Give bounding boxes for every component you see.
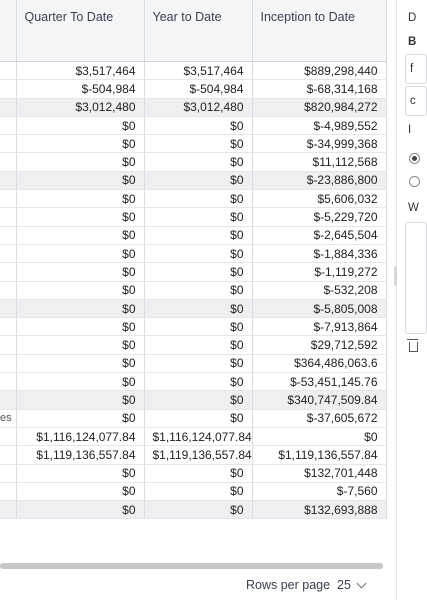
inception-to-date-cell: $889,298,440 bbox=[252, 62, 386, 80]
table-row[interactable] bbox=[0, 464, 386, 482]
row-label-cell bbox=[0, 318, 16, 336]
table-row[interactable] bbox=[0, 501, 386, 519]
table-row[interactable] bbox=[0, 281, 386, 299]
table-footer bbox=[0, 570, 386, 600]
year-to-date-cell: $0 bbox=[144, 116, 252, 134]
row-label-cell bbox=[0, 427, 16, 445]
table-row[interactable] bbox=[0, 409, 386, 427]
row-label-cell bbox=[0, 501, 16, 519]
year-to-date-cell: $0 bbox=[144, 244, 252, 262]
inception-to-date-cell: $-5,229,720 bbox=[252, 208, 386, 226]
year-to-date-cell: $1,119,136,557.84 bbox=[144, 446, 252, 464]
table-row[interactable] bbox=[0, 98, 386, 116]
side-panel-text-1: D bbox=[408, 12, 417, 24]
row-label-cell bbox=[0, 482, 16, 500]
side-panel bbox=[397, 0, 419, 600]
inception-to-date-cell: $-2,645,504 bbox=[252, 226, 386, 244]
inception-to-date-cell: $11,112,568 bbox=[252, 153, 386, 171]
year-to-date-cell: $0 bbox=[144, 153, 252, 171]
year-to-date-cell: $0 bbox=[144, 299, 252, 317]
table-row[interactable] bbox=[0, 336, 386, 354]
year-to-date-cell: $0 bbox=[144, 373, 252, 391]
table-row[interactable] bbox=[0, 80, 386, 98]
quarter-to-date-cell: $0 bbox=[16, 281, 144, 299]
quarter-to-date-cell: $0 bbox=[16, 373, 144, 391]
quarter-to-date-cell: $0 bbox=[16, 299, 144, 317]
row-label-cell bbox=[0, 244, 16, 262]
quarter-to-date-cell: $0 bbox=[16, 336, 144, 354]
inception-to-date-cell: $29,712,592 bbox=[252, 336, 386, 354]
table-row[interactable] bbox=[0, 263, 386, 281]
rows-per-page-value: 25 bbox=[337, 578, 351, 592]
inception-to-date-cell: $-37,605,672 bbox=[252, 409, 386, 427]
horizontal-scrollbar[interactable] bbox=[0, 562, 386, 570]
year-to-date-cell: $-504,984 bbox=[144, 80, 252, 98]
quarter-to-date-cell: $0 bbox=[16, 153, 144, 171]
row-label-cell bbox=[0, 226, 16, 244]
inception-to-date-cell: $132,701,448 bbox=[252, 464, 386, 482]
column-header-quarter-to-date[interactable]: Quarter To Date bbox=[16, 0, 144, 62]
year-to-date-cell: $1,116,124,077.84 bbox=[144, 427, 252, 445]
table-body bbox=[0, 62, 386, 519]
side-panel-radio-1[interactable] bbox=[409, 153, 420, 164]
column-header-inception-to-date[interactable]: Inception to Date bbox=[252, 0, 386, 62]
table-row[interactable] bbox=[0, 171, 386, 189]
horizontal-scrollbar-thumb[interactable] bbox=[0, 563, 383, 569]
inception-to-date-cell: $-68,314,168 bbox=[252, 80, 386, 98]
row-label-cell bbox=[0, 464, 16, 482]
quarter-to-date-cell: $3,012,480 bbox=[16, 98, 144, 116]
quarter-to-date-cell: $0 bbox=[16, 464, 144, 482]
inception-to-date-cell: $132,693,888 bbox=[252, 501, 386, 519]
table-row[interactable] bbox=[0, 446, 386, 464]
year-to-date-cell: $0 bbox=[144, 135, 252, 153]
table-row[interactable] bbox=[0, 62, 386, 80]
year-to-date-cell: $0 bbox=[144, 263, 252, 281]
row-label-cell bbox=[0, 98, 16, 116]
quarter-to-date-cell: $0 bbox=[16, 409, 144, 427]
inception-to-date-cell: $-34,999,368 bbox=[252, 135, 386, 153]
side-panel-heading: B bbox=[408, 36, 417, 48]
table-row[interactable] bbox=[0, 135, 386, 153]
year-to-date-cell: $0 bbox=[144, 190, 252, 208]
year-to-date-cell: $0 bbox=[144, 391, 252, 409]
row-label-cell bbox=[0, 446, 16, 464]
quarter-to-date-cell: $1,119,136,557.84 bbox=[16, 446, 144, 464]
quarter-to-date-cell: $0 bbox=[16, 244, 144, 262]
year-to-date-cell: $0 bbox=[144, 464, 252, 482]
inception-to-date-cell: $-1,119,272 bbox=[252, 263, 386, 281]
year-to-date-cell: $0 bbox=[144, 318, 252, 336]
year-to-date-cell: $0 bbox=[144, 354, 252, 372]
year-to-date-cell: $0 bbox=[144, 208, 252, 226]
table-row[interactable] bbox=[0, 482, 386, 500]
table-header-row bbox=[0, 0, 386, 62]
quarter-to-date-cell: $0 bbox=[16, 190, 144, 208]
quarter-to-date-cell: $0 bbox=[16, 354, 144, 372]
inception-to-date-cell: $-7,560 bbox=[252, 482, 386, 500]
quarter-to-date-cell: $1,116,124,077.84 bbox=[16, 427, 144, 445]
row-label-cell bbox=[0, 373, 16, 391]
inception-to-date-cell: $-1,884,336 bbox=[252, 244, 386, 262]
row-label-cell bbox=[0, 263, 16, 281]
row-label-cell bbox=[0, 62, 16, 80]
row-label-cell bbox=[0, 153, 16, 171]
side-panel-text-3: W bbox=[408, 202, 419, 214]
year-to-date-cell: $0 bbox=[144, 501, 252, 519]
quarter-to-date-cell: $0 bbox=[16, 482, 144, 500]
quarter-to-date-cell: $0 bbox=[16, 116, 144, 134]
quarter-to-date-cell: $-504,984 bbox=[16, 80, 144, 98]
row-label-cell bbox=[0, 135, 16, 153]
quarter-to-date-cell: $0 bbox=[16, 226, 144, 244]
table-row[interactable] bbox=[0, 226, 386, 244]
chevron-down-icon bbox=[356, 578, 366, 588]
year-to-date-cell: $0 bbox=[144, 281, 252, 299]
inception-to-date-cell: $-53,451,145.76 bbox=[252, 373, 386, 391]
row-label-cell bbox=[0, 281, 16, 299]
row-label-cell bbox=[0, 354, 16, 372]
row-label-cell bbox=[0, 116, 16, 134]
quarter-to-date-cell: $3,517,464 bbox=[16, 62, 144, 80]
inception-to-date-cell: $-4,989,552 bbox=[252, 116, 386, 134]
rows-per-page-label: Rows per page bbox=[246, 578, 331, 592]
table-row[interactable] bbox=[0, 427, 386, 445]
rows-per-page-select[interactable] bbox=[337, 578, 365, 592]
table-row[interactable] bbox=[0, 354, 386, 372]
table-row[interactable] bbox=[0, 244, 386, 262]
inception-to-date-cell: $-5,805,008 bbox=[252, 299, 386, 317]
table-row[interactable] bbox=[0, 299, 386, 317]
row-label-cell bbox=[0, 299, 16, 317]
inception-to-date-cell: $340,747,509.84 bbox=[252, 391, 386, 409]
column-header-label[interactable] bbox=[0, 0, 16, 62]
row-label-cell bbox=[0, 208, 16, 226]
side-panel-radio-2[interactable] bbox=[409, 176, 420, 187]
year-to-date-cell: $3,012,480 bbox=[144, 98, 252, 116]
row-label-cell: es bbox=[0, 409, 16, 427]
row-label-cell bbox=[0, 80, 16, 98]
side-panel-field-1[interactable]: f bbox=[405, 54, 427, 84]
inception-to-date-cell: $1,119,136,557.84 bbox=[252, 446, 386, 464]
trash-icon[interactable] bbox=[409, 342, 418, 352]
table-row[interactable] bbox=[0, 116, 386, 134]
row-label-cell bbox=[0, 190, 16, 208]
year-to-date-cell: $0 bbox=[144, 409, 252, 427]
quarter-to-date-cell: $0 bbox=[16, 391, 144, 409]
row-label-cell bbox=[0, 336, 16, 354]
inception-to-date-cell: $5,606,032 bbox=[252, 190, 386, 208]
quarter-to-date-cell: $0 bbox=[16, 135, 144, 153]
quarter-to-date-cell: $0 bbox=[16, 501, 144, 519]
inception-to-date-cell: $820,984,272 bbox=[252, 98, 386, 116]
side-panel-text-2: I bbox=[408, 124, 412, 136]
table-row[interactable] bbox=[0, 190, 386, 208]
side-panel-field-2[interactable]: c bbox=[405, 86, 427, 116]
year-to-date-cell: $0 bbox=[144, 482, 252, 500]
inception-to-date-cell: $364,486,063.6 bbox=[252, 354, 386, 372]
year-to-date-cell: $0 bbox=[144, 226, 252, 244]
table-row[interactable] bbox=[0, 208, 386, 226]
inception-to-date-cell: $-532,208 bbox=[252, 281, 386, 299]
quarter-to-date-cell: $0 bbox=[16, 263, 144, 281]
column-header-year-to-date[interactable]: Year to Date bbox=[144, 0, 252, 62]
row-label-cell bbox=[0, 171, 16, 189]
quarter-to-date-cell: $0 bbox=[16, 318, 144, 336]
year-to-date-cell: $0 bbox=[144, 336, 252, 354]
year-to-date-cell: $3,517,464 bbox=[144, 62, 252, 80]
table-row[interactable] bbox=[0, 318, 386, 336]
inception-to-date-cell: $-23,886,800 bbox=[252, 171, 386, 189]
row-label-cell bbox=[0, 391, 16, 409]
table-row[interactable] bbox=[0, 373, 386, 391]
side-panel-list-box[interactable] bbox=[405, 222, 427, 334]
inception-to-date-cell: $0 bbox=[252, 427, 386, 445]
quarter-to-date-cell: $0 bbox=[16, 171, 144, 189]
table-row[interactable] bbox=[0, 153, 386, 171]
year-to-date-cell: $0 bbox=[144, 171, 252, 189]
table-row[interactable] bbox=[0, 391, 386, 409]
inception-to-date-cell: $-7,913,864 bbox=[252, 318, 386, 336]
quarter-to-date-cell: $0 bbox=[16, 208, 144, 226]
